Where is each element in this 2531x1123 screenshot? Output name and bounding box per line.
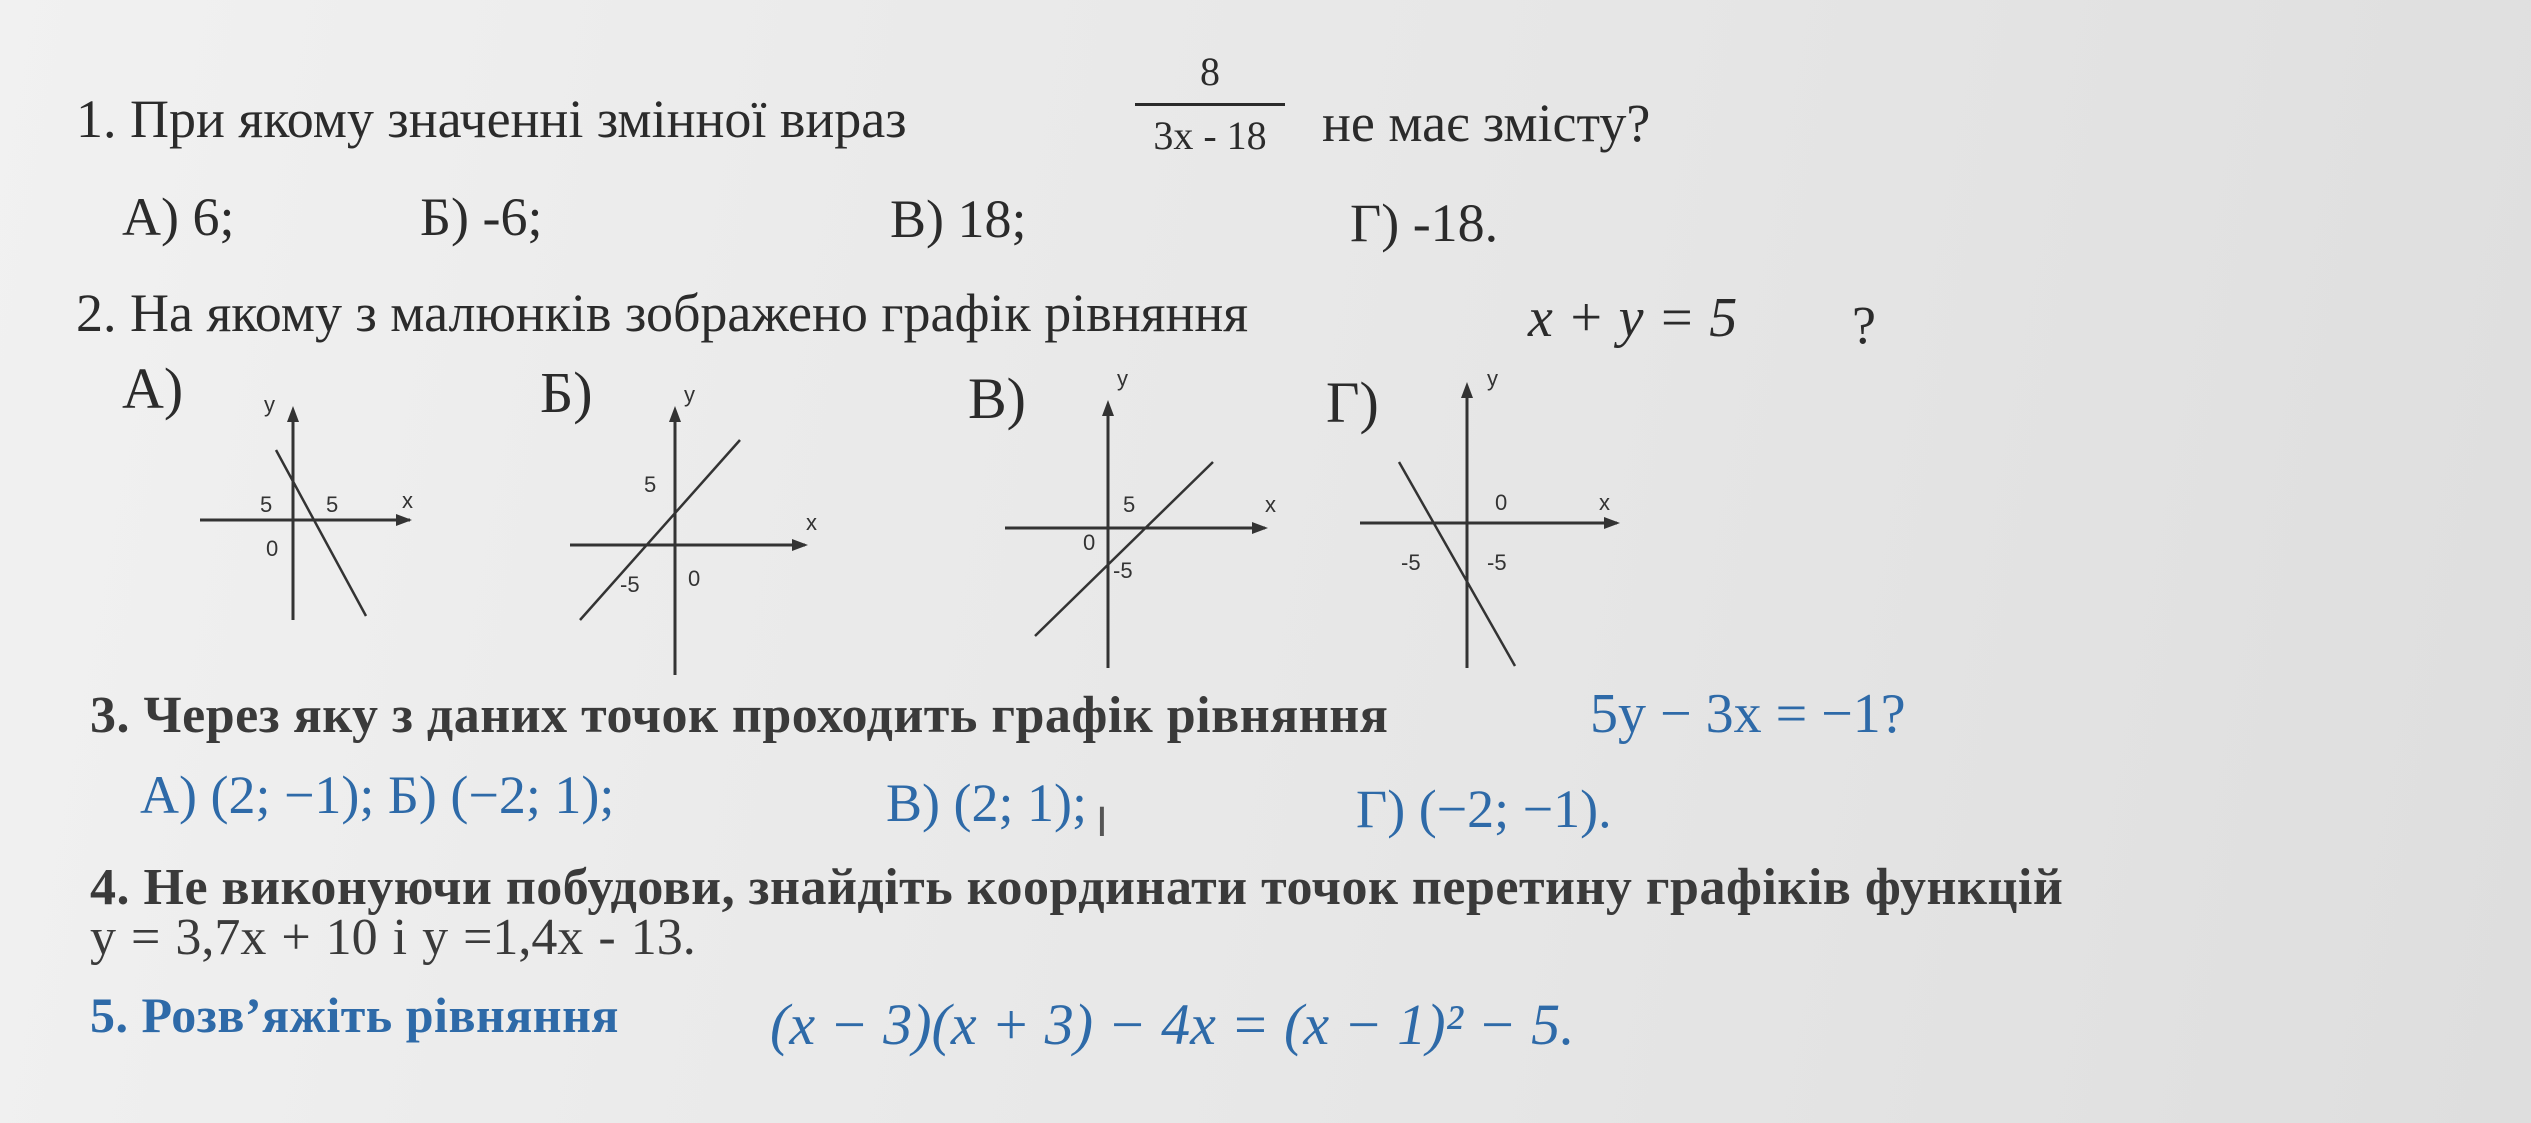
graph-d-x-arrow (1604, 517, 1620, 529)
graph-c-mark-3: -5 (1113, 558, 1133, 583)
q3-equation: 5y − 3x = −1? (1590, 683, 1906, 745)
graph-d-mark-2: -5 (1401, 550, 1421, 575)
graph-a-label: А) (122, 356, 184, 421)
q1-fraction-bar (1135, 103, 1285, 106)
q5-equation: (x − 3)(x + 3) − 4x = (x − 1)² − 5. (770, 992, 1575, 1057)
graph-a-y-arrow (287, 406, 299, 422)
graph-a-mark-2: 5 (326, 492, 339, 517)
graph-b-x-arrow (792, 539, 808, 551)
q3-option-d: Г) (−2; −1). (1356, 779, 1612, 839)
graph-c-label: В) (968, 366, 1026, 431)
graph-b-line (580, 440, 740, 620)
q1-option-d: Г) -18. (1350, 193, 1499, 253)
graph-d-label: Г) (1326, 370, 1379, 435)
graph-b (560, 380, 830, 680)
graph-a-x-arrow (396, 514, 412, 526)
graph-b-mark-3: 0 (688, 566, 701, 591)
q4-text: 4. Не виконуючи побудови, знайдіть координати точок перетину графіків функцій (90, 859, 2064, 916)
q2-text: 2. На якому з малюнків зображено графік рівняння (76, 283, 1249, 343)
graph-d-y-label: y (1487, 366, 1498, 391)
q2-qmark: ? (1852, 295, 1876, 355)
graph-d (1355, 366, 1645, 670)
graph-b-label: Б) (540, 360, 593, 425)
q1-fraction (1135, 48, 1285, 159)
graph-c-y-arrow (1102, 400, 1114, 416)
graph-a-x-label: x (402, 488, 413, 513)
q3-options-ab: А) (2; −1); Б) (−2; 1); (140, 765, 615, 825)
graph-c-mark-2: 0 (1083, 530, 1096, 555)
graph-a-mark-1: 5 (260, 492, 273, 517)
q3-text: 3. Через яку з даних точок проходить графік рівняння (90, 687, 1389, 744)
graph-a-mark-3: 0 (266, 536, 279, 561)
q1-fraction-denominator: 3x - 18 (1153, 113, 1267, 158)
q1-fraction-numerator: 8 (1200, 49, 1220, 94)
graph-a-line (276, 450, 366, 616)
q1-option-b: Б) -6; (420, 187, 543, 247)
graph-b-y-label: y (684, 382, 695, 407)
q4-functions: y = 3,7x + 10 і y =1,4x - 13. (90, 909, 696, 966)
graph-b-x-label: x (806, 510, 817, 535)
q2-equation: x + y = 5 (1528, 287, 1738, 349)
graph-b-mark-1: 5 (644, 472, 657, 497)
q5-text: 5. Розв’яжіть рівняння (90, 987, 619, 1043)
graph-b-mark-2: -5 (620, 572, 640, 597)
graph-b-y-arrow (669, 406, 681, 422)
graph-d-mark-3: -5 (1487, 550, 1507, 575)
graph-c-x-arrow (1252, 522, 1268, 534)
q1-option-c: В) 18; (890, 189, 1027, 249)
q1-option-a: А) 6; (122, 187, 235, 247)
graph-d-y-arrow (1461, 382, 1473, 398)
graph-a-y-label: y (264, 392, 275, 417)
graph-c-x-label: x (1265, 492, 1276, 517)
q1-tail: не має змісту? (1322, 93, 1651, 153)
graph-d-mark-1: 0 (1495, 490, 1508, 515)
q3-option-c: В) (2; 1); (886, 773, 1087, 833)
graph-c-mark-1: 5 (1123, 492, 1136, 517)
graph-c (995, 366, 1295, 670)
graph-d-x-label: x (1599, 490, 1610, 515)
graph-a (190, 390, 440, 630)
text-cursor-icon: I (1096, 800, 1108, 846)
graph-c-y-label: y (1117, 366, 1128, 391)
graph-c-line (1035, 462, 1213, 636)
q1-text: 1. При якому значенні змінної вираз (76, 89, 907, 149)
